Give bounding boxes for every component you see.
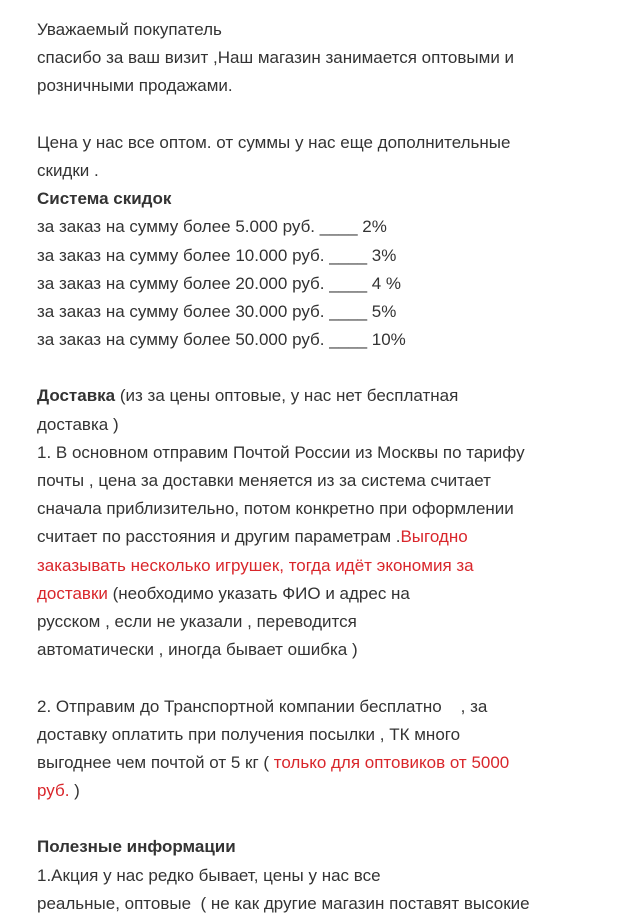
delivery-p2-line-4 — [37, 777, 597, 805]
delivery-p2-line-4-text: ) — [69, 781, 80, 801]
delivery-highlight: Выгодно — [400, 527, 468, 547]
delivery-p1-line-6-text: (необходимо указать ФИО и адрес на — [107, 583, 410, 603]
discount-item: за заказ на сумму более 10.000 руб. ____ 3% — [37, 245, 397, 265]
useful-line-1: 1.Акция у нас редко бывает, цены у нас все — [37, 865, 381, 885]
delivery-p1-line-1: 1. В основном отправим Почтой России из Москвы по тарифу — [37, 442, 525, 462]
delivery-p2-line-1: 2. Отправим до Транспортной компании бесплатно , за — [37, 696, 488, 716]
prices-line-2: скидки . — [37, 160, 99, 180]
wholesale-highlight: руб. — [37, 781, 70, 801]
delivery-heading-line — [37, 382, 597, 410]
delivery-heading-note: (из за цены оптовые, у нас нет бесплатная — [115, 386, 459, 406]
delivery-p2-line-3-text: выгоднее чем почтой от 5 кг ( — [37, 752, 274, 772]
delivery-p1-line-4-text: считает по расстояния и другим параметрам . — [37, 527, 401, 547]
delivery-p1-line-7: русском , если не указали , переводится — [37, 611, 357, 631]
useful-line-2: реальные, оптовые ( не как другие магазин поставят высокие — [37, 893, 530, 913]
delivery-heading-note-2: доставка ) — [37, 414, 119, 434]
wholesale-highlight: только для оптовиков от 5000 — [273, 752, 510, 772]
prices-line-1: Цена у нас все оптом. от суммы у нас еще дополнительные — [37, 132, 511, 152]
discount-item: за заказ на сумму более 5.000 руб. ____ 2% — [37, 217, 387, 237]
discount-item: за заказ на сумму более 50.000 руб. ____ 10% — [37, 330, 406, 350]
delivery-heading: Доставка — [37, 386, 116, 406]
spacer — [37, 664, 597, 692]
discount-item: за заказ на сумму более 20.000 руб. ____ 4 % — [37, 273, 402, 293]
intro-line-2: розничными продажами. — [37, 76, 233, 96]
spacer — [37, 101, 597, 129]
delivery-p2-line-2: доставку оплатить при получения посылки , ТК много — [37, 724, 461, 744]
intro-line-1: спасибо за ваш визит ,Наш магазин занимается оптовыми и — [37, 48, 515, 68]
discount-item: за заказ на сумму более 30.000 руб. ____ 5% — [37, 301, 397, 321]
delivery-highlight: заказывать несколько игрушек, тогда идёт экономия за — [37, 555, 474, 575]
delivery-p1-line-2: почты , цена за доставки меняется из за система считает — [37, 471, 491, 490]
delivery-highlight: доставки — [37, 583, 108, 603]
useful-heading: Полезные информации — [37, 837, 236, 857]
greeting: Уважаемый покупатель — [37, 20, 222, 39]
delivery-p1-line-6 — [37, 580, 597, 608]
delivery-p1-line-4 — [37, 523, 597, 551]
delivery-p1-line-3: сначала приблизительно, потом конкретно при оформлении — [37, 499, 514, 519]
delivery-p2-line-3 — [37, 749, 597, 777]
delivery-p1-line-8: автоматически , иногда бывает ошибка ) — [37, 640, 358, 660]
spacer — [37, 354, 597, 382]
spacer — [37, 805, 597, 833]
store-info-document — [37, 16, 597, 918]
discounts-heading: Система скидок — [37, 189, 172, 209]
